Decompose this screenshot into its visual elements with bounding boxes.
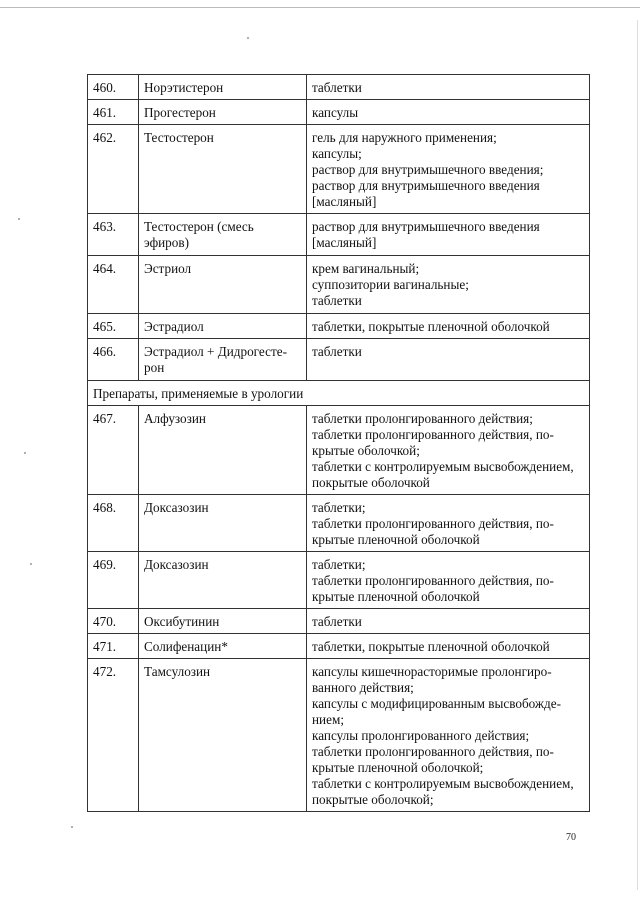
- row-number: 464.: [88, 256, 139, 314]
- row-number: 463.: [88, 214, 139, 256]
- section-row: [88, 381, 590, 406]
- row-number: 472.: [88, 659, 139, 812]
- dosage-forms: [307, 552, 590, 609]
- dosage-forms: [307, 75, 590, 100]
- dosage-forms: [307, 100, 590, 125]
- dosage-form-item: капсулы кишечнорасторимые пролонгированного действия;: [312, 664, 552, 695]
- drug-name: Норэтистерон: [139, 75, 307, 100]
- dosage-form-item: таблетки: [312, 293, 362, 308]
- dosage-form-item: таблетки: [312, 344, 362, 359]
- dosage-form-item: таблетки;: [312, 557, 366, 572]
- dosage-form-item: таблетки, покрытые пленочной оболочкой: [312, 639, 550, 654]
- table-row: [88, 214, 590, 256]
- dosage-form-item: раствор для внутримышечного введения [масляный]: [312, 178, 540, 209]
- drug-name: Доксазозин: [139, 552, 307, 609]
- scan-speck: [247, 37, 249, 39]
- drug-name: Эстриол: [139, 256, 307, 314]
- table-row: [88, 634, 590, 659]
- dosage-forms: [307, 659, 590, 812]
- table-row: [88, 314, 590, 339]
- dosage-form-item: крем вагинальный;: [312, 261, 420, 276]
- dosage-forms: [307, 634, 590, 659]
- dosage-form-item: таблетки;: [312, 500, 366, 515]
- row-number: 470.: [88, 609, 139, 634]
- dosage-form-item: гель для наружного применения;: [312, 130, 497, 145]
- dosage-form-item: таблетки, покрытые пленочной оболочкой: [312, 319, 550, 334]
- table-row: [88, 339, 590, 381]
- scan-speck: [71, 826, 73, 828]
- dosage-form-item: капсулы: [312, 105, 359, 120]
- row-number: 466.: [88, 339, 139, 381]
- dosage-form-item: таблетки пролонгированного действия, покрытые пленочной оболочкой: [312, 573, 554, 604]
- dosage-forms: [307, 214, 590, 256]
- dosage-form-item: капсулы с модифицированным высвобождением;: [312, 696, 562, 727]
- dosage-form-item: таблетки пролонгированного действия, покрытые пленочной оболочкой: [312, 516, 554, 547]
- row-number: 469.: [88, 552, 139, 609]
- drug-name: Доксазозин: [139, 495, 307, 552]
- row-number: 461.: [88, 100, 139, 125]
- drug-name: Прогестерон: [139, 100, 307, 125]
- row-number: 467.: [88, 406, 139, 495]
- dosage-forms: [307, 339, 590, 381]
- dosage-forms: [307, 495, 590, 552]
- dosage-form-item: таблетки с контролируемым высвобождением, покрытые оболочкой: [312, 459, 574, 490]
- dosage-forms: [307, 406, 590, 495]
- drug-name: Тамсулозин: [139, 659, 307, 812]
- dosage-form-item: таблетки пролонгированного действия, покрытые оболочкой;: [312, 427, 554, 458]
- scan-speck: [24, 452, 26, 454]
- top-edge-rule: [0, 7, 640, 8]
- dosage-forms: [307, 256, 590, 314]
- dosage-forms: [307, 314, 590, 339]
- dosage-forms: [307, 609, 590, 634]
- dosage-form-item: таблетки: [312, 80, 362, 95]
- right-edge-rule: [637, 20, 638, 890]
- row-number: 460.: [88, 75, 139, 100]
- table-row: [88, 609, 590, 634]
- drug-name: Эстрадиол: [139, 314, 307, 339]
- drug-name: Эстрадиол + Дидрогестерон: [139, 339, 307, 381]
- drug-name: Алфузозин: [139, 406, 307, 495]
- row-number: 471.: [88, 634, 139, 659]
- row-number: 462.: [88, 125, 139, 214]
- drug-table: [87, 74, 590, 812]
- dosage-forms: [307, 125, 590, 214]
- scan-speck: [18, 218, 20, 220]
- page-number: 70: [566, 832, 576, 843]
- section-title: Препараты, применяемые в урологии: [88, 381, 590, 406]
- table-row: [88, 495, 590, 552]
- drug-name: Тестостерон: [139, 125, 307, 214]
- dosage-form-item: раствор для внутримышечного введения [масляный]: [312, 219, 540, 250]
- drug-name: Тестостерон (смесь эфиров): [139, 214, 307, 256]
- dosage-form-item: таблетки с контролируемым высвобождением, покрытые оболочкой;: [312, 776, 574, 807]
- table-row: [88, 552, 590, 609]
- row-number: 468.: [88, 495, 139, 552]
- dosage-form-item: таблетки: [312, 614, 362, 629]
- table-row: [88, 75, 590, 100]
- table-row: [88, 659, 590, 812]
- drug-name: Солифенацин*: [139, 634, 307, 659]
- table-row: [88, 125, 590, 214]
- table-row: [88, 406, 590, 495]
- row-number: 465.: [88, 314, 139, 339]
- scan-speck: [30, 563, 32, 565]
- drug-name: Оксибутинин: [139, 609, 307, 634]
- dosage-form-item: таблетки пролонгированного действия, покрытые пленочной оболочкой;: [312, 744, 554, 775]
- dosage-form-item: суппозитории вагинальные;: [312, 277, 469, 292]
- dosage-form-item: раствор для внутримышечного введения;: [312, 162, 544, 177]
- drug-table-body: [88, 75, 590, 812]
- dosage-form-item: таблетки пролонгированного действия;: [312, 411, 533, 426]
- dosage-form-item: капсулы пролонгированного действия;: [312, 728, 530, 743]
- table-row: [88, 100, 590, 125]
- dosage-form-item: капсулы;: [312, 146, 362, 161]
- table-row: [88, 256, 590, 314]
